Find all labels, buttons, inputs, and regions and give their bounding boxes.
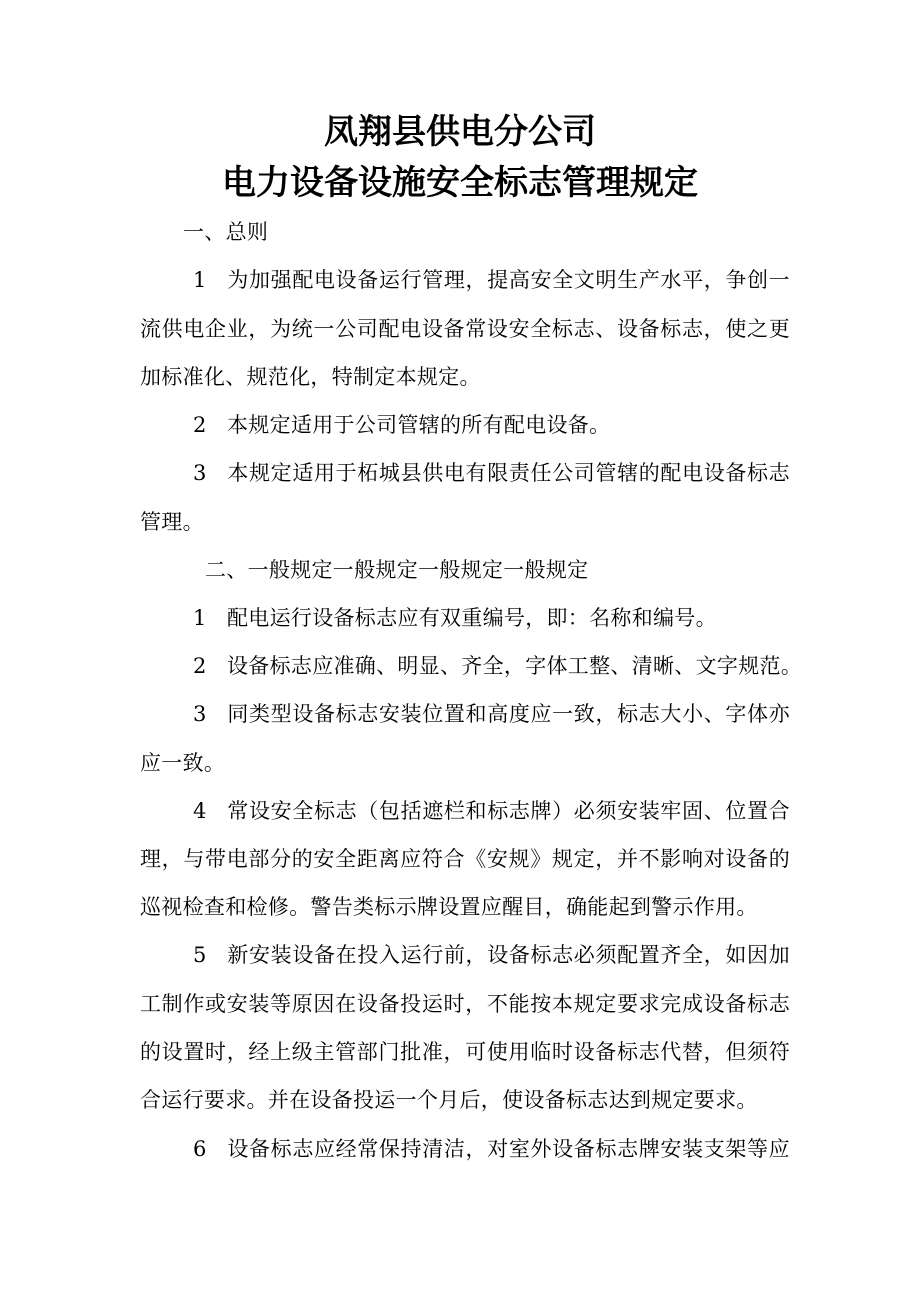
paragraph-line: 加标准化、规范化，特制定本规定。 bbox=[140, 365, 481, 389]
item-number: 3 bbox=[193, 461, 207, 485]
paragraph-line: 流供电企业，为统一公司配电设备常设安全标志、设备标志，使之更 bbox=[140, 317, 790, 341]
item-number: 2 bbox=[193, 413, 207, 437]
section2-heading: 二、一般规定一般规定一般规定一般规定 bbox=[205, 558, 589, 582]
paragraph-line: 的设置时，经上级主管部门批准，可使用临时设备标志代替，但须符 bbox=[140, 1040, 790, 1064]
item-number: 4 bbox=[193, 799, 207, 823]
paragraph-line: 工制作或安装等原因在设备投运时，不能按本规定要求完成设备标志 bbox=[140, 992, 790, 1016]
item-number: 3 bbox=[193, 702, 207, 726]
paragraph-line bbox=[183, 651, 803, 681]
paragraph-line bbox=[183, 699, 790, 729]
item-text: 本规定适用于柘城县供电有限责任公司管辖的配电设备标志 bbox=[227, 461, 790, 485]
paragraph-line bbox=[183, 265, 790, 295]
document-title-line2: 电力设备设施安全标志管理规定 bbox=[222, 163, 698, 203]
paragraph-line bbox=[183, 458, 790, 488]
item-number: 6 bbox=[193, 1137, 207, 1161]
paragraph-line: 合运行要求。并在设备投运一个月后，使设备标志达到规定要求。 bbox=[140, 1088, 758, 1112]
paragraph-line: 应一致。 bbox=[140, 751, 226, 775]
item-number: 1 bbox=[193, 268, 207, 292]
item-text: 新安装设备在投入运行前，设备标志必须配置齐全，如因加 bbox=[227, 943, 790, 967]
paragraph-line bbox=[183, 940, 790, 970]
section1-heading: 一、总则 bbox=[183, 220, 269, 244]
item-text: 配电运行设备标志应有双重编号，即：名称和编号。 bbox=[227, 606, 717, 630]
paragraph-line bbox=[183, 603, 790, 633]
item-text: 为加强配电设备运行管理，提高安全文明生产水平，争创一 bbox=[227, 268, 790, 292]
item-number: 5 bbox=[193, 943, 207, 967]
paragraph-line bbox=[183, 410, 790, 440]
item-number: 1 bbox=[193, 606, 207, 630]
paragraph-line bbox=[183, 796, 790, 826]
paragraph-line: 管理。 bbox=[140, 510, 204, 534]
item-text: 设备标志应经常保持清洁，对室外设备标志牌安装支架等应 bbox=[227, 1137, 790, 1161]
document-title-line1: 凤翔县供电分公司 bbox=[324, 112, 596, 152]
item-text: 常设安全标志（包括遮栏和标志牌）必须安装牢固、位置合 bbox=[227, 799, 790, 823]
item-text: 设备标志应准确、明显、齐全，字体工整、清晰、文字规范。 bbox=[227, 654, 803, 678]
item-number: 2 bbox=[193, 654, 207, 678]
paragraph-line: 理，与带电部分的安全距离应符合《安规》规定，并不影响对设备的 bbox=[140, 847, 790, 871]
item-text: 本规定适用于公司管辖的所有配电设备。 bbox=[227, 413, 611, 437]
item-text: 同类型设备标志安装位置和高度应一致，标志大小、字体亦 bbox=[227, 702, 790, 726]
paragraph-line bbox=[183, 1134, 790, 1164]
paragraph-line: 巡视检查和检修。警告类标示牌设置应醒目，确能起到警示作用。 bbox=[140, 895, 758, 919]
